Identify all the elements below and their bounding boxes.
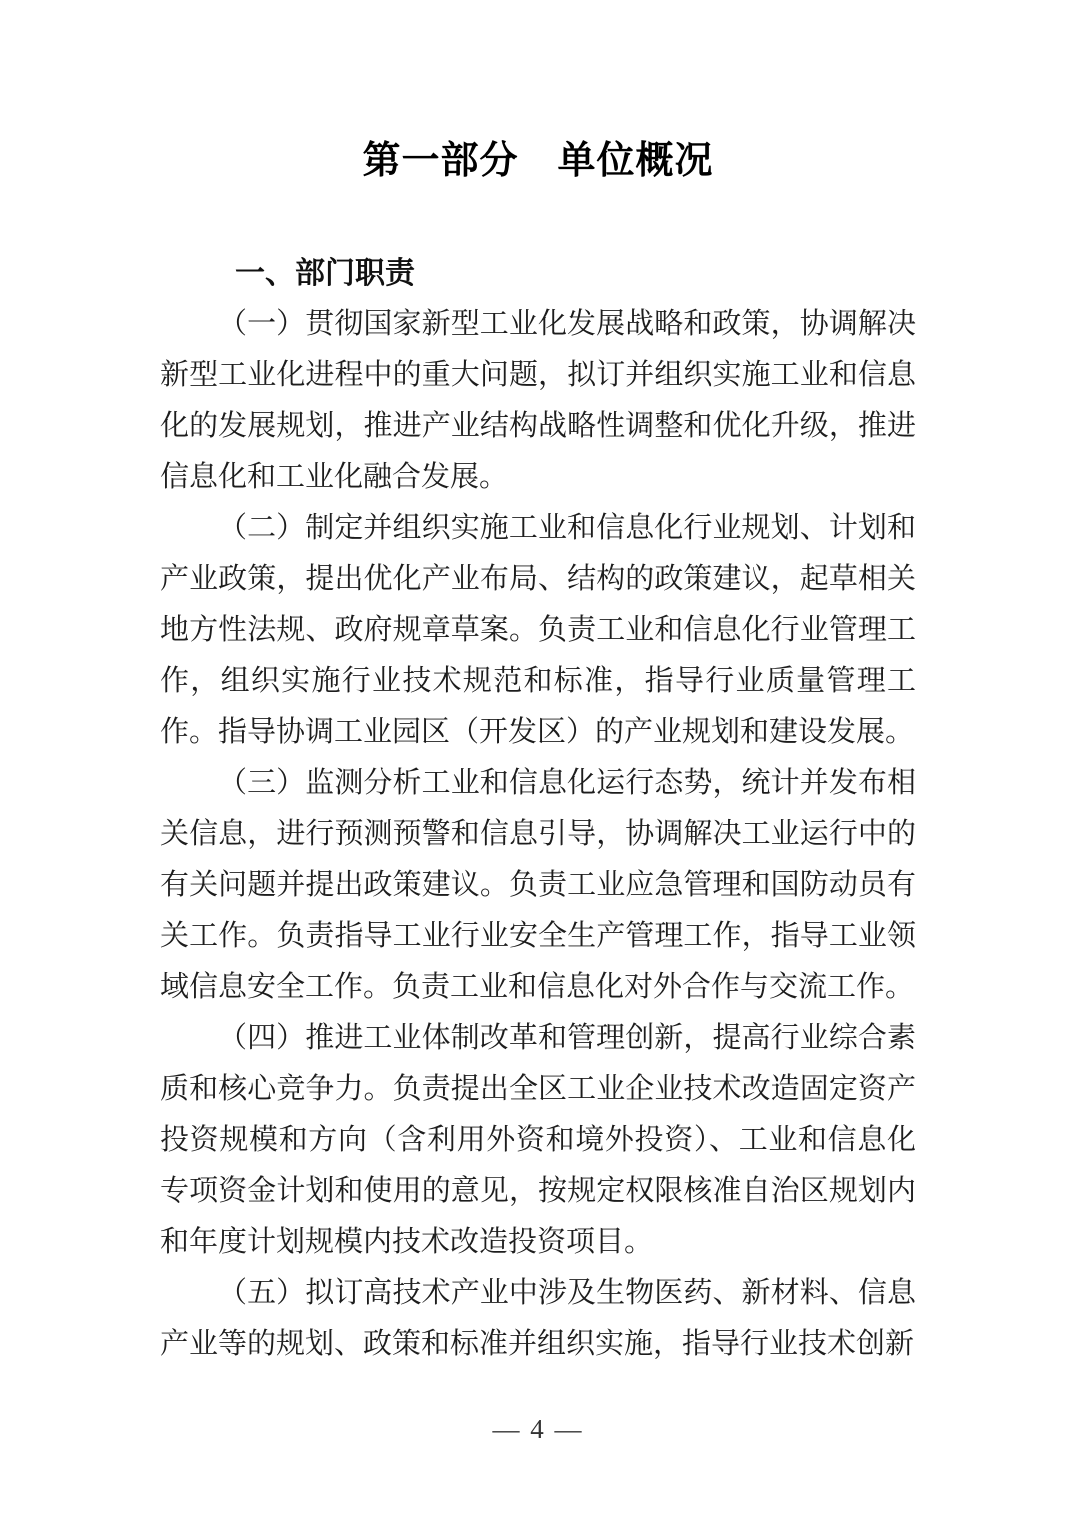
page-number: — 4 — [492, 1414, 584, 1444]
paragraph-4: （四）推进工业体制改革和管理创新，提高行业综合素质和核心竞争力。负责提出全区工业企业技术改造固定资产投资规模和方向（含利用外资和境外投资）、工业和信息化专项资金计划和使用的意见，按规定权限核准自治区规划内和年度计划规模内技术改造投资项目。 [160, 1022, 916, 1258]
section-heading: 一、部门职责 [235, 257, 415, 290]
page-title: 第一部分 单位概况 [362, 140, 714, 182]
paragraph-5: （五）拟订高技术产业中涉及生物医药、新材料、信息产业等的规划、政策和标准并组织实施，指导行业技术创新 [160, 1277, 916, 1360]
paragraph-1: （一）贯彻国家新型工业化发展战略和政策，协调解决新型工业化进程中的重大问题，拟订并组织实施工业和信息化的发展规划，推进产业结构战略性调整和优化升级，推进信息化和工业化融合发展。 [160, 308, 916, 493]
paragraph-3: （三）监测分析工业和信息化运行态势，统计并发布相关信息，进行预测预警和信息引导，协调解决工业运行中的有关问题并提出政策建议。负责工业应急管理和国防动员有关工作。负责指导工业行业安全生产管理工作，指导工业领域信息安全工作。负责工业和信息化对外合作与交流工作。 [160, 767, 916, 1003]
paragraph-2: （二）制定并组织实施工业和信息化行业规划、计划和产业政策，提出优化产业布局、结构的政策建议，起草相关地方性法规、政府规章草案。负责工业和信息化行业管理工作，组织实施行业技术规范和标准，指导行业质量管理工作。指导协调工业园区（开发区）的产业规划和建设发展。 [160, 512, 916, 748]
